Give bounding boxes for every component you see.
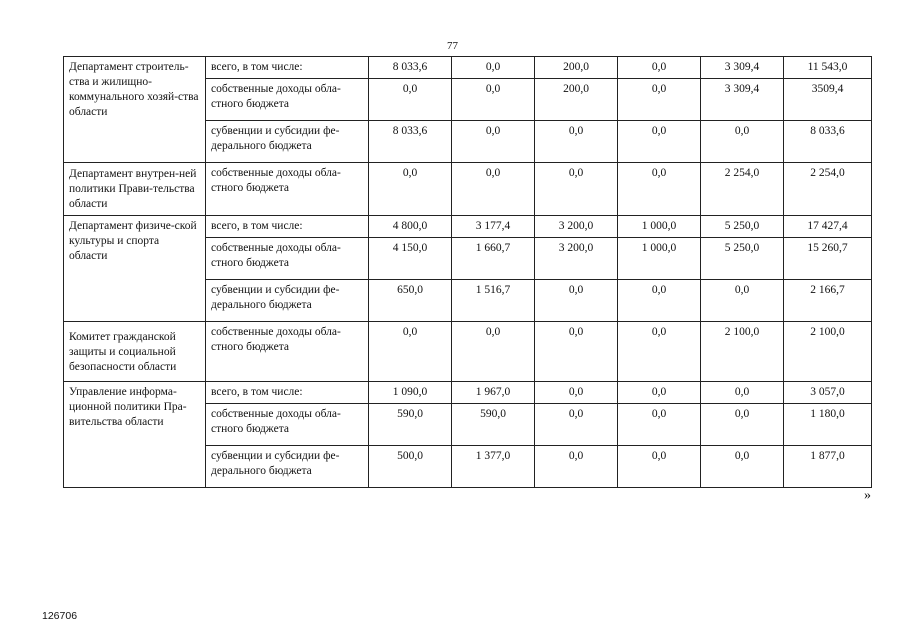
value-cell: 4 150,0 — [369, 238, 452, 280]
value-cell: 0,0 — [535, 163, 618, 216]
funding-category: всего, в том числе: — [206, 57, 369, 79]
value-cell: 0,0 — [452, 79, 535, 121]
budget-table — [63, 56, 872, 488]
value-cell: 1 877,0 — [784, 446, 872, 488]
value-cell: 15 260,7 — [784, 238, 872, 280]
value-cell: 0,0 — [452, 121, 535, 163]
value-cell: 0,0 — [452, 163, 535, 216]
department-name: Управление информа-ционной политики Пра-вительства области — [64, 382, 206, 488]
value-cell: 17 427,4 — [784, 216, 872, 238]
value-cell: 0,0 — [535, 382, 618, 404]
funding-category: субвенции и субсидии фе-дерального бюджета — [206, 446, 369, 488]
value-cell: 590,0 — [369, 404, 452, 446]
value-cell: 200,0 — [535, 79, 618, 121]
value-cell: 1 000,0 — [618, 216, 701, 238]
value-cell: 1 000,0 — [618, 238, 701, 280]
funding-category: всего, в том числе: — [206, 382, 369, 404]
table-row — [64, 163, 872, 216]
value-cell: 0,0 — [369, 322, 452, 382]
page-number: 77 — [447, 40, 458, 52]
document-code: 126706 — [42, 610, 78, 622]
value-cell: 3 200,0 — [535, 238, 618, 280]
value-cell: 1 180,0 — [784, 404, 872, 446]
closing-quote: » — [864, 488, 871, 503]
value-cell: 1 660,7 — [452, 238, 535, 280]
value-cell: 2 254,0 — [701, 163, 784, 216]
value-cell: 0,0 — [369, 79, 452, 121]
value-cell: 11 543,0 — [784, 57, 872, 79]
value-cell: 0,0 — [701, 404, 784, 446]
value-cell: 3 200,0 — [535, 216, 618, 238]
value-cell: 3 057,0 — [784, 382, 872, 404]
value-cell: 650,0 — [369, 280, 452, 322]
funding-category: собственные доходы обла-стного бюджета — [206, 238, 369, 280]
value-cell: 3 177,4 — [452, 216, 535, 238]
value-cell: 4 800,0 — [369, 216, 452, 238]
value-cell: 1 377,0 — [452, 446, 535, 488]
funding-category: всего, в том числе: — [206, 216, 369, 238]
value-cell: 2 100,0 — [784, 322, 872, 382]
value-cell: 500,0 — [369, 446, 452, 488]
funding-category: субвенции и субсидии фе-дерального бюджета — [206, 121, 369, 163]
funding-category: собственные доходы обла-стного бюджета — [206, 322, 369, 382]
table-row — [64, 216, 872, 238]
table-row — [64, 57, 872, 79]
table-row — [64, 322, 872, 382]
value-cell: 0,0 — [618, 446, 701, 488]
value-cell: 0,0 — [369, 163, 452, 216]
value-cell: 0,0 — [535, 446, 618, 488]
value-cell: 0,0 — [618, 382, 701, 404]
value-cell: 0,0 — [535, 121, 618, 163]
value-cell: 2 166,7 — [784, 280, 872, 322]
value-cell: 0,0 — [701, 280, 784, 322]
department-name: Комитет гражданской защиты и социальной безопасности области — [64, 322, 206, 382]
value-cell: 1 090,0 — [369, 382, 452, 404]
funding-category: собственные доходы обла-стного бюджета — [206, 404, 369, 446]
value-cell: 0,0 — [618, 57, 701, 79]
value-cell: 0,0 — [701, 121, 784, 163]
value-cell: 2 100,0 — [701, 322, 784, 382]
value-cell: 5 250,0 — [701, 238, 784, 280]
value-cell: 0,0 — [535, 404, 618, 446]
funding-category: собственные доходы обла-стного бюджета — [206, 79, 369, 121]
department-name: Департамент строитель-ства и жилищно-коммунального хозяй-ства области — [64, 57, 206, 163]
department-name: Департамент физиче-ской культуры и спорта области — [64, 216, 206, 322]
value-cell: 8 033,6 — [369, 121, 452, 163]
value-cell: 0,0 — [618, 404, 701, 446]
value-cell: 0,0 — [701, 446, 784, 488]
value-cell: 0,0 — [618, 163, 701, 216]
value-cell: 3509,4 — [784, 79, 872, 121]
value-cell: 8 033,6 — [369, 57, 452, 79]
value-cell: 0,0 — [452, 57, 535, 79]
value-cell: 2 254,0 — [784, 163, 872, 216]
value-cell: 3 309,4 — [701, 57, 784, 79]
department-name: Департамент внутрен-ней политики Прави-тельства области — [64, 163, 206, 216]
table-row — [64, 382, 872, 404]
value-cell: 0,0 — [701, 382, 784, 404]
value-cell: 0,0 — [618, 79, 701, 121]
value-cell: 0,0 — [535, 280, 618, 322]
value-cell: 0,0 — [618, 322, 701, 382]
value-cell: 3 309,4 — [701, 79, 784, 121]
table-body — [64, 57, 872, 488]
funding-category: собственные доходы обла-стного бюджета — [206, 163, 369, 216]
value-cell: 590,0 — [452, 404, 535, 446]
value-cell: 0,0 — [452, 322, 535, 382]
value-cell: 200,0 — [535, 57, 618, 79]
value-cell: 8 033,6 — [784, 121, 872, 163]
value-cell: 0,0 — [535, 322, 618, 382]
funding-category: субвенции и субсидии фе-дерального бюджета — [206, 280, 369, 322]
value-cell: 0,0 — [618, 280, 701, 322]
value-cell: 1 967,0 — [452, 382, 535, 404]
value-cell: 1 516,7 — [452, 280, 535, 322]
value-cell: 5 250,0 — [701, 216, 784, 238]
value-cell: 0,0 — [618, 121, 701, 163]
